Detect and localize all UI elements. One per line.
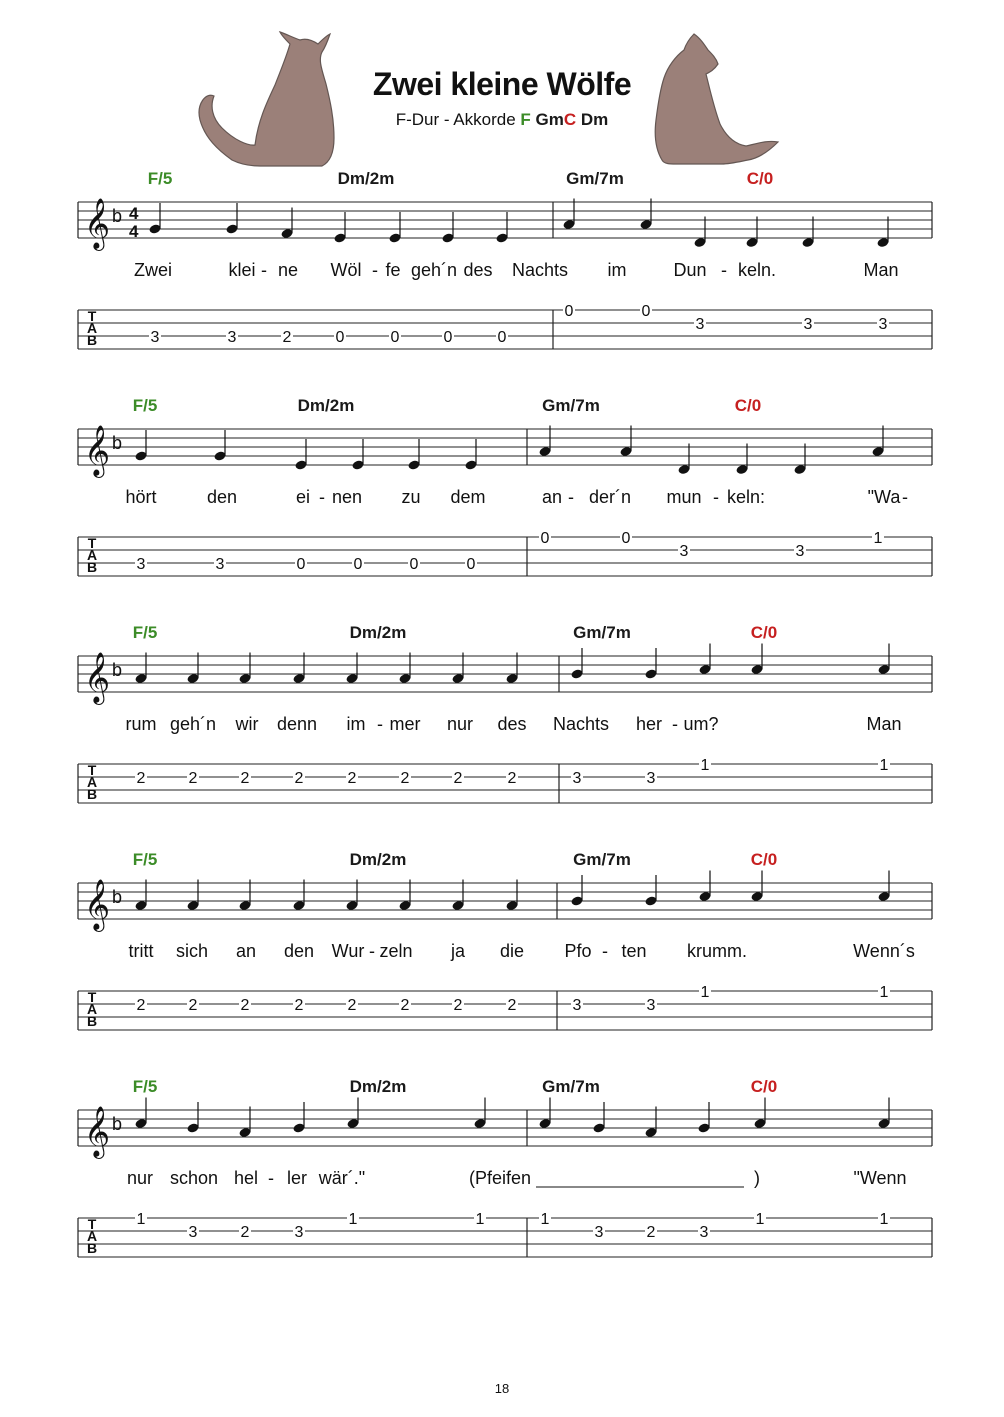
tab-fret-number: 3 — [699, 1224, 709, 1241]
tab-fret-number: 3 — [695, 316, 705, 333]
lyric-syllable: um? — [683, 714, 719, 734]
treble-clef-icon: 𝄞 — [84, 653, 111, 702]
tab-fret-number: 3 — [150, 329, 160, 346]
lyric-syllable: ler — [286, 1168, 308, 1188]
lyric-syllable: an — [235, 941, 257, 961]
lyric-syllable: des — [497, 714, 527, 734]
chord-label: Dm/2m — [349, 623, 407, 642]
lyric-syllable: den — [283, 941, 315, 961]
lyric-syllable: hört — [125, 487, 157, 507]
tab-fret-number: 0 — [497, 329, 507, 346]
tab-fret-number: 2 — [240, 770, 250, 787]
lyric-syllable: Man — [863, 260, 899, 280]
song-title: Zwei kleine Wölfe — [372, 66, 632, 102]
system-5 — [78, 1077, 932, 1257]
tab-fret-number: 2 — [453, 770, 463, 787]
tab-label: B — [86, 559, 98, 575]
lyric-syllable: krumm. — [687, 941, 747, 961]
subtitle-chord-dm: Dm — [580, 110, 609, 129]
tab-fret-number: 3 — [227, 329, 237, 346]
chord-label: F/5 — [132, 850, 158, 869]
lyric-syllable: tritt — [128, 941, 154, 961]
tab-fret-number: 1 — [348, 1211, 358, 1228]
lyric-syllable: - — [319, 487, 325, 507]
lyric-syllable: nur — [126, 1168, 154, 1188]
lyric-syllable: im — [346, 714, 366, 734]
lyric-syllable: - — [261, 260, 267, 280]
tab-label: T — [87, 1216, 97, 1232]
tab-fret-number: 3 — [572, 770, 582, 787]
tab-fret-number: 0 — [296, 556, 306, 573]
lyric-syllable: - — [672, 714, 678, 734]
tab-label: T — [87, 308, 97, 324]
tab-fret-number: 3 — [294, 1224, 304, 1241]
tab-fret-number: 2 — [294, 997, 304, 1014]
chord-label: Gm/7m — [542, 396, 600, 415]
lyric-syllable: ten — [621, 941, 647, 961]
lyric-syllable: keln. — [737, 260, 777, 280]
lyric-syllable: der´n — [588, 487, 632, 507]
tab-fret-number: 2 — [453, 997, 463, 1014]
chord-label: Gm/7m — [566, 169, 624, 188]
key-label: F-Dur - Akkorde — [395, 110, 516, 129]
lyric-syllable: - — [568, 487, 574, 507]
time-signature-top: 4 — [129, 204, 139, 223]
lyric-syllable: mer — [389, 714, 421, 734]
tab-label: T — [87, 762, 97, 778]
time-signature-bottom: 4 — [129, 222, 139, 241]
tab-label: A — [86, 774, 98, 790]
tab-label: A — [86, 1001, 98, 1017]
tab-fret-number: 0 — [540, 530, 550, 547]
tab-fret-number: 2 — [240, 997, 250, 1014]
tab-fret-number: 2 — [646, 1224, 656, 1241]
tab-fret-number: 2 — [136, 997, 146, 1014]
tab-fret-number: 0 — [390, 329, 400, 346]
lyric-syllable: ja — [450, 941, 466, 961]
subtitle-chord-c: C — [563, 110, 577, 129]
tab-fret-number: 2 — [347, 997, 357, 1014]
key-signature: b — [112, 887, 123, 907]
tab-fret-number: 0 — [641, 303, 651, 320]
lyric-syllable: "Wa — [867, 487, 901, 507]
key-signature: b — [112, 206, 123, 226]
lyric-syllable: Wur — [331, 941, 365, 961]
tab-fret-number: 0 — [443, 329, 453, 346]
subtitle-chord-gm: Gm — [535, 110, 564, 129]
lyric-syllable: - — [713, 487, 719, 507]
tab-fret-number: 1 — [700, 984, 710, 1001]
chord-label: Dm/2m — [337, 169, 395, 188]
lyric-syllable: die — [499, 941, 525, 961]
chord-label: C/0 — [746, 169, 774, 188]
tab-fret-number: 1 — [873, 530, 883, 547]
lyric-syllable: Zwei — [133, 260, 173, 280]
tab-fret-number: 0 — [353, 556, 363, 573]
tab-fret-number: 3 — [572, 997, 582, 1014]
lyric-syllable: schon — [169, 1168, 219, 1188]
chord-label: C/0 — [750, 850, 778, 869]
tab-fret-number: 2 — [294, 770, 304, 787]
lyric-syllable: sich — [175, 941, 209, 961]
chord-label: F/5 — [132, 396, 158, 415]
tab-label: B — [86, 1240, 98, 1256]
lyric-syllable: zu — [401, 487, 421, 507]
lyric-syllable: wär´." — [318, 1168, 366, 1188]
tab-fret-number: 1 — [540, 1211, 550, 1228]
tab-label: A — [86, 1228, 98, 1244]
subtitle-chord-f: F — [520, 110, 531, 129]
wolf-left-illustration — [199, 32, 334, 166]
chord-label: C/0 — [750, 1077, 778, 1096]
tab-fret-number: 3 — [188, 1224, 198, 1241]
key-signature: b — [112, 1114, 123, 1134]
tab-fret-number: 3 — [215, 556, 225, 573]
system-1 — [78, 169, 932, 349]
tab-label: B — [86, 1013, 98, 1029]
chord-label: F/5 — [132, 623, 158, 642]
tab-label: A — [86, 320, 98, 336]
key-signature: b — [112, 660, 123, 680]
lyric-syllable: den — [206, 487, 238, 507]
treble-clef-icon: 𝄞 — [84, 1107, 111, 1156]
tab-fret-number: 2 — [188, 997, 198, 1014]
tab-label: A — [86, 547, 98, 563]
tab-fret-number: 0 — [564, 303, 574, 320]
lyric-syllable: - — [602, 941, 608, 961]
lyric-syllable: nur — [446, 714, 474, 734]
lyric-syllable: Pfo — [564, 941, 592, 961]
treble-clef-icon: 𝄞 — [84, 426, 111, 475]
tab-fret-number: 2 — [282, 329, 292, 346]
chord-label: F/5 — [147, 169, 173, 188]
tab-fret-number: 2 — [240, 1224, 250, 1241]
system-2 — [78, 396, 932, 576]
lyric-syllable: - — [372, 260, 378, 280]
tab-label: B — [86, 786, 98, 802]
lyric-syllable: - — [377, 714, 383, 734]
lyric-syllable: keln: — [726, 487, 766, 507]
wolf-right-illustration — [655, 34, 778, 164]
tab-fret-number: 3 — [594, 1224, 604, 1241]
tab-fret-number: 1 — [879, 984, 889, 1001]
key-signature: b — [112, 433, 123, 453]
tab-fret-number: 0 — [335, 329, 345, 346]
lyric-syllable: (Pfeifen — [468, 1168, 532, 1188]
lyric-syllable: - — [268, 1168, 274, 1188]
tab-fret-number: 2 — [136, 770, 146, 787]
lyric-syllable: ) — [754, 1168, 760, 1188]
lyric-syllable: klei — [228, 260, 256, 280]
lyric-syllable: nen — [331, 487, 363, 507]
tab-fret-number: 2 — [347, 770, 357, 787]
tab-fret-number: 0 — [621, 530, 631, 547]
tab-fret-number: 3 — [136, 556, 146, 573]
chord-label: C/0 — [734, 396, 762, 415]
lyric-syllable: Nachts — [511, 260, 569, 280]
lyric-syllable: ne — [277, 260, 299, 280]
lyric-syllable: denn — [276, 714, 318, 734]
lyric-syllable: des — [463, 260, 493, 280]
lyric-syllable: Dun — [673, 260, 707, 280]
tab-fret-number: 0 — [409, 556, 419, 573]
chord-label: Gm/7m — [573, 850, 631, 869]
tab-fret-number: 3 — [679, 543, 689, 560]
lyric-syllable: zeln — [379, 941, 413, 961]
lyric-syllable: Man — [866, 714, 902, 734]
tab-fret-number: 2 — [507, 997, 517, 1014]
lyric-syllable: her — [635, 714, 663, 734]
tab-fret-number: 3 — [646, 770, 656, 787]
tab-label: B — [86, 332, 98, 348]
lyric-syllable: - — [369, 941, 375, 961]
tab-fret-number: 3 — [646, 997, 656, 1014]
chord-label: Dm/2m — [349, 850, 407, 869]
lyric-syllable: an — [541, 487, 563, 507]
lyric-syllable: hel — [233, 1168, 259, 1188]
lyric-syllable: wir — [235, 714, 259, 734]
tab-fret-number: 2 — [400, 770, 410, 787]
lyric-syllable: rum — [125, 714, 157, 734]
lyric-syllable: Wenn´s — [853, 941, 915, 961]
treble-clef-icon: 𝄞 — [84, 880, 111, 929]
tab-fret-number: 1 — [879, 757, 889, 774]
chord-label: Dm/2m — [297, 396, 355, 415]
tab-fret-number: 2 — [507, 770, 517, 787]
tab-fret-number: 1 — [700, 757, 710, 774]
page-number: 18 — [494, 1381, 510, 1396]
lyric-syllable: - — [721, 260, 727, 280]
tab-fret-number: 3 — [878, 316, 888, 333]
tab-fret-number: 1 — [136, 1211, 146, 1228]
lyric-syllable: "Wenn — [853, 1168, 907, 1188]
tab-fret-number: 1 — [475, 1211, 485, 1228]
lyric-syllable: Nachts — [552, 714, 610, 734]
tab-label: T — [87, 535, 97, 551]
tab-fret-number: 2 — [400, 997, 410, 1014]
lyric-syllable: ei — [295, 487, 311, 507]
lyric-syllable: - — [902, 487, 908, 507]
tab-fret-number: 0 — [466, 556, 476, 573]
tab-fret-number: 1 — [879, 1211, 889, 1228]
tab-fret-number: 3 — [803, 316, 813, 333]
chord-label: Gm/7m — [573, 623, 631, 642]
lyric-syllable: fe — [385, 260, 401, 280]
chord-label: Dm/2m — [349, 1077, 407, 1096]
chord-label: C/0 — [750, 623, 778, 642]
tab-fret-number: 3 — [795, 543, 805, 560]
system-3 — [78, 623, 932, 803]
system-4 — [78, 850, 932, 1030]
tab-fret-number: 1 — [755, 1211, 765, 1228]
chord-label: Gm/7m — [542, 1077, 600, 1096]
treble-clef-icon: 𝄞 — [84, 199, 111, 248]
tab-label: T — [87, 989, 97, 1005]
lyric-syllable: geh´n — [169, 714, 217, 734]
tab-fret-number: 2 — [188, 770, 198, 787]
lyric-syllable: geh´n — [410, 260, 458, 280]
lyric-syllable: mun — [666, 487, 702, 507]
lyric-syllable: dem — [450, 487, 486, 507]
lyric-syllable: Wöl — [330, 260, 362, 280]
lyric-syllable: im — [607, 260, 627, 280]
chord-label: F/5 — [132, 1077, 158, 1096]
